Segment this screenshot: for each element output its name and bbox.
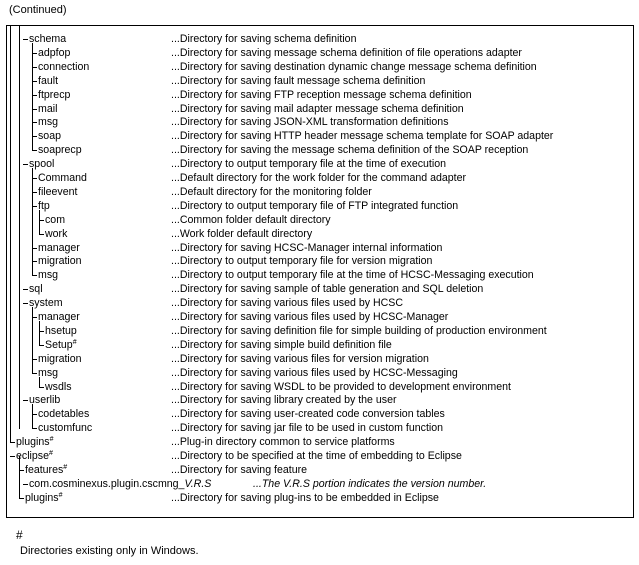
- tree-row: [7, 407, 633, 421]
- tree-row: [7, 463, 633, 477]
- directory-description: ...Plug-in directory common to service platforms: [171, 436, 395, 449]
- footnote-text: Directories existing only in Windows.: [20, 545, 199, 557]
- windows-only-mark: #: [72, 338, 77, 346]
- directory-name: [38, 199, 50, 213]
- directory-description: ...Directory for saving various files used by HCSC-Messaging: [171, 366, 458, 379]
- directory-name-text: Setup: [45, 338, 73, 351]
- directory-name: [38, 171, 87, 185]
- directory-name-text: msg: [38, 269, 59, 282]
- directory-name-text: hsetup: [45, 324, 77, 337]
- directory-name-text: connection: [38, 60, 90, 73]
- directory-description: ...Directory to be specified at the time of embedding to Eclipse: [171, 450, 462, 462]
- directory-description: ...Directory for saving feature: [171, 463, 308, 476]
- directory-description: ...Directory for saving user-created code conversion tables: [171, 408, 445, 421]
- tree-row: [7, 143, 633, 157]
- directory-description: ...Directory to output temporary file at the time of execution: [171, 158, 446, 171]
- directory-name-text: features: [25, 463, 64, 476]
- directory-description: ...Directory to output temporary file for version migration: [171, 255, 433, 268]
- tree-row: [7, 338, 633, 352]
- directory-name-text: ftprecp: [38, 88, 71, 101]
- directory-name-text: migration: [38, 255, 82, 268]
- tree-row: [7, 324, 633, 338]
- tree-row: [7, 477, 633, 491]
- directory-description: ...Directory for saving JSON-XML transformation definitions: [171, 116, 449, 129]
- directory-description: ...Directory for saving destination dynamic change message schema definition: [171, 60, 537, 73]
- tree-row: [7, 310, 633, 324]
- tree-row: [7, 115, 633, 129]
- directory-description: ...The V.R.S portion indicates the version number.: [253, 477, 487, 490]
- directory-description: ...Directory for saving various files for version migration: [171, 352, 429, 365]
- tree-row: [7, 449, 633, 463]
- directory-name-text: msg: [38, 116, 59, 129]
- directory-name-text: spool: [29, 158, 55, 171]
- tree-row: [7, 32, 633, 46]
- directory-name: [29, 393, 60, 407]
- directory-description: ...Directory for saving sample of table generation and SQL deletion: [171, 283, 484, 296]
- directory-name: [38, 407, 89, 421]
- windows-only-mark: #: [63, 463, 68, 471]
- directory-description: ...Directory to output temporary file of FTP integrated function: [171, 199, 459, 212]
- directory-name: [38, 102, 57, 116]
- directory-description: ...Directory for saving mail adapter message schema definition: [171, 102, 464, 115]
- directory-description: ...Directory for saving library created by the user: [171, 394, 397, 407]
- tree-row: [7, 254, 633, 268]
- directory-description: ...Directory for saving definition file for simple building of production environment: [171, 324, 547, 337]
- directory-name: [38, 352, 82, 366]
- directory-description: ...Directory for saving WSDL to be provided to development environment: [171, 380, 511, 393]
- directory-name-text: codetables: [38, 408, 90, 421]
- windows-only-mark: #: [48, 450, 53, 457]
- tree-row: [7, 435, 633, 449]
- directory-name-text: fault: [38, 74, 59, 87]
- directory-description: ...Directory for saving simple build definition file: [171, 338, 392, 351]
- directory-name: [29, 32, 66, 46]
- directory-name: [38, 115, 58, 129]
- directory-name-text: ftp: [38, 199, 50, 212]
- directory-name-text: soap: [38, 130, 61, 143]
- directory-name: [25, 463, 67, 477]
- directory-name-text: soaprecp: [38, 144, 82, 157]
- tree-row: [7, 185, 633, 199]
- directory-name: [38, 143, 82, 157]
- tree-row: [7, 352, 633, 366]
- footnote-mark: #: [16, 528, 23, 542]
- directory-name-text: customfunc: [38, 422, 93, 435]
- directory-name-text: migration: [38, 352, 82, 365]
- directory-description: ...Directory for saving fault message schema definition: [171, 74, 426, 87]
- tree-row: [7, 88, 633, 102]
- directory-name-text: schema: [29, 33, 67, 45]
- directory-name-text: userlib: [29, 394, 61, 407]
- tree-row: [7, 60, 633, 74]
- directory-name: [45, 213, 65, 227]
- directory-name-text: fileevent: [38, 185, 78, 198]
- directory-name-text: manager: [38, 311, 80, 323]
- directory-name-text: com: [45, 213, 66, 226]
- directory-description: ...Common folder default directory: [171, 213, 331, 226]
- directory-name-text: wsdls: [45, 380, 72, 393]
- tree-row: [7, 129, 633, 143]
- tree-row: [7, 157, 633, 171]
- tree-row: [7, 171, 633, 185]
- tree-row: [7, 199, 633, 213]
- directory-description: ...Directory for saving HTTP header message schema template for SOAP adapter: [171, 130, 554, 143]
- tree-row: [7, 366, 633, 380]
- continued-label: (Continued): [9, 4, 67, 16]
- directory-name: [38, 254, 82, 268]
- tree-row: [7, 380, 633, 394]
- tree-row: [7, 213, 633, 227]
- directory-description: ...Directory for saving FTP reception message schema definition: [171, 88, 472, 101]
- directory-name: [45, 227, 67, 241]
- directory-name: [29, 157, 54, 171]
- directory-name-text: plugins: [25, 491, 59, 504]
- directory-name-text: manager: [38, 241, 80, 254]
- directory-description: ...Directory to output temporary file at the time of HCSC-Messaging execution: [171, 269, 534, 282]
- directory-name: [38, 46, 70, 60]
- directory-name: [16, 435, 53, 449]
- directory-name: [45, 338, 77, 352]
- directory-name-text: sql: [29, 283, 43, 296]
- directory-name: [29, 477, 211, 491]
- tree-row: [7, 393, 633, 407]
- directory-name: [25, 491, 62, 505]
- version-placeholder: V.R.S: [184, 477, 212, 490]
- directory-name: [45, 324, 77, 338]
- tree-row: [7, 421, 633, 435]
- directory-name: [38, 421, 92, 435]
- directory-name: [38, 366, 58, 380]
- tree-row: [7, 102, 633, 116]
- directory-name-text: mail: [38, 102, 58, 115]
- directory-name: [38, 60, 89, 74]
- tree-row: [7, 282, 633, 296]
- directory-name: [38, 185, 77, 199]
- tree-row: [7, 296, 633, 310]
- directory-name: [38, 88, 70, 102]
- directory-description: ...Directory for saving jar file to be used in custom function: [171, 422, 444, 435]
- directory-tree-box: [6, 25, 634, 518]
- directory-name-text: msg: [38, 366, 59, 379]
- tree-row: [7, 241, 633, 255]
- tree-row: [7, 268, 633, 282]
- tree-row: [7, 46, 633, 60]
- directory-name-text: eclipse: [16, 450, 49, 462]
- directory-description: ...Directory for saving message schema definition of file operations adapter: [171, 46, 522, 59]
- directory-description: ...Directory for saving schema definition: [171, 33, 357, 45]
- directory-name: [38, 241, 80, 255]
- directory-name-text: Command: [38, 172, 87, 184]
- tree-row: [7, 74, 633, 88]
- directory-name: [29, 296, 63, 310]
- windows-only-mark: #: [58, 491, 63, 499]
- directory-name-text: com.cosminexus.plugin.cscmng_: [29, 477, 185, 490]
- directory-name-text: plugins: [16, 436, 50, 449]
- directory-description: ...Directory for saving HCSC-Manager internal information: [171, 241, 443, 254]
- directory-description: ...Default directory for the monitoring folder: [171, 185, 372, 198]
- directory-name: [29, 282, 43, 296]
- directory-tree: [7, 26, 633, 517]
- directory-name: [45, 380, 72, 394]
- tree-row: [7, 227, 633, 241]
- directory-name: [38, 74, 58, 88]
- windows-only-mark: #: [49, 436, 54, 444]
- directory-name-text: adpfop: [38, 46, 71, 59]
- directory-description: ...Directory for saving the message schema definition of the SOAP reception: [171, 144, 529, 157]
- directory-name: [16, 449, 53, 463]
- tree-row: [7, 491, 633, 505]
- directory-description: ...Directory for saving various files used by HCSC-Manager: [171, 311, 449, 323]
- directory-name: [38, 129, 61, 143]
- directory-name: [38, 268, 58, 282]
- directory-description: ...Default directory for the work folder for the command adapter: [171, 172, 466, 184]
- directory-description: ...Directory for saving various files used by HCSC: [171, 297, 403, 310]
- directory-description: ...Directory for saving plug-ins to be embedded in Eclipse: [171, 491, 439, 504]
- directory-name-text: system: [29, 297, 63, 310]
- directory-description: ...Work folder default directory: [171, 227, 313, 240]
- directory-name-text: work: [45, 227, 68, 240]
- directory-name: [38, 310, 80, 324]
